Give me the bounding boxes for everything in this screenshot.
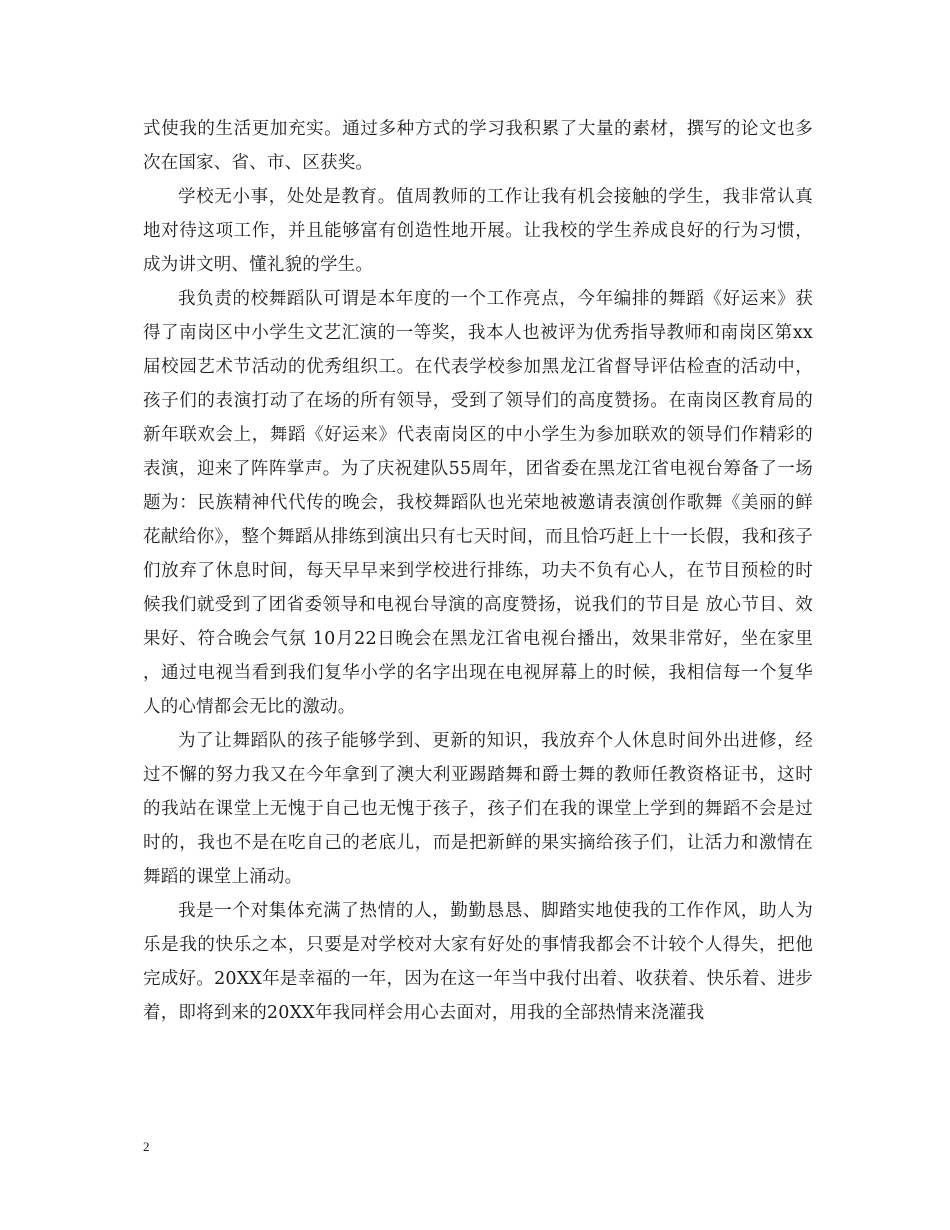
paragraph: 我是一个对集体充满了热情的人，勤勤恳恳、脚踏实地使我的工作作风，助人为乐是我的快乐之本，只要是对学校对大家有好处的事情我都会不计较个人得失，把他完成好。20XX年是幸福的一年，因为在这一年当中我付出着、收获着、快乐着、进步着，即将到来的20XX年我同样会用心去面对，用我的全部热情来浇灌我 xyxy=(143,901,813,1023)
paragraph: 学校无小事，处处是教育。值周教师的工作让我有机会接触的学生，我非常认真地对待这项工作，并且能够富有创造性地开展。让我校的学生养成良好的行为习惯，成为讲文明、懂礼貌的学生。 xyxy=(143,187,813,275)
page-number: 2 xyxy=(143,1139,150,1154)
paragraph: 式使我的生活更加充实。通过多种方式的学习我积累了大量的素材，撰写的论文也多次在国家、省、市、区获奖。 xyxy=(143,119,813,173)
paragraph: 我负责的校舞蹈队可谓是本年度的一个工作亮点，今年编排的舞蹈《好运来》获得了南岗区中小学生文艺汇演的一等奖，我本人也被评为优秀指导教师和南岗区第xx届校园艺术节活动的优秀组织工。在代表学校参加黑龙江省督导评估检查的活动中，孩子们的表演打动了在场的所有领导，受到了领导们的高度赞扬。在南岗区教育局的新年联欢会上，舞蹈《好运来》代表南岗区的中小学生为参加联欢的领导们作精彩的表演，迎来了阵阵掌声。为了庆祝建队55周年，团省委在黑龙江省电视台筹备了一场题为：民族精神代代传的晚会，我校舞蹈队也光荣地被邀请表演创作歌舞《美丽的鲜花献给你》，整个舞蹈从排练到演出只有七天时间，而且恰巧赶上十一长假，我和孩子们放弃了休息时间，每天早早来到学校进行排练，功夫不负有心人，在节目预检的时候我们就受到了团省委领导和电视台导演的高度赞扬，说我们的节目是 放心节目、效果好、符合晚会气氛 10月22日晚会在黑龙江省电视台播出，效果非常好，坐在家里，通过电视当看到我们复华小学的名字出现在电视屏幕上的时候，我相信每一个复华人的心情都会无比的激动。 xyxy=(143,289,813,717)
document-body xyxy=(143,112,813,1030)
paragraph: 为了让舞蹈队的孩子能够学到、更新的知识，我放弃个人休息时间外出进修，经过不懈的努力我又在今年拿到了澳大利亚踢踏舞和爵士舞的教师任教资格证书，这时的我站在课堂上无愧于自己也无愧于孩子，孩子们在我的课堂上学到的舞蹈不会是过时的，我也不是在吃自己的老底儿，而是把新鲜的果实摘给孩子们，让活力和激情在舞蹈的课堂上涌动。 xyxy=(143,731,813,887)
